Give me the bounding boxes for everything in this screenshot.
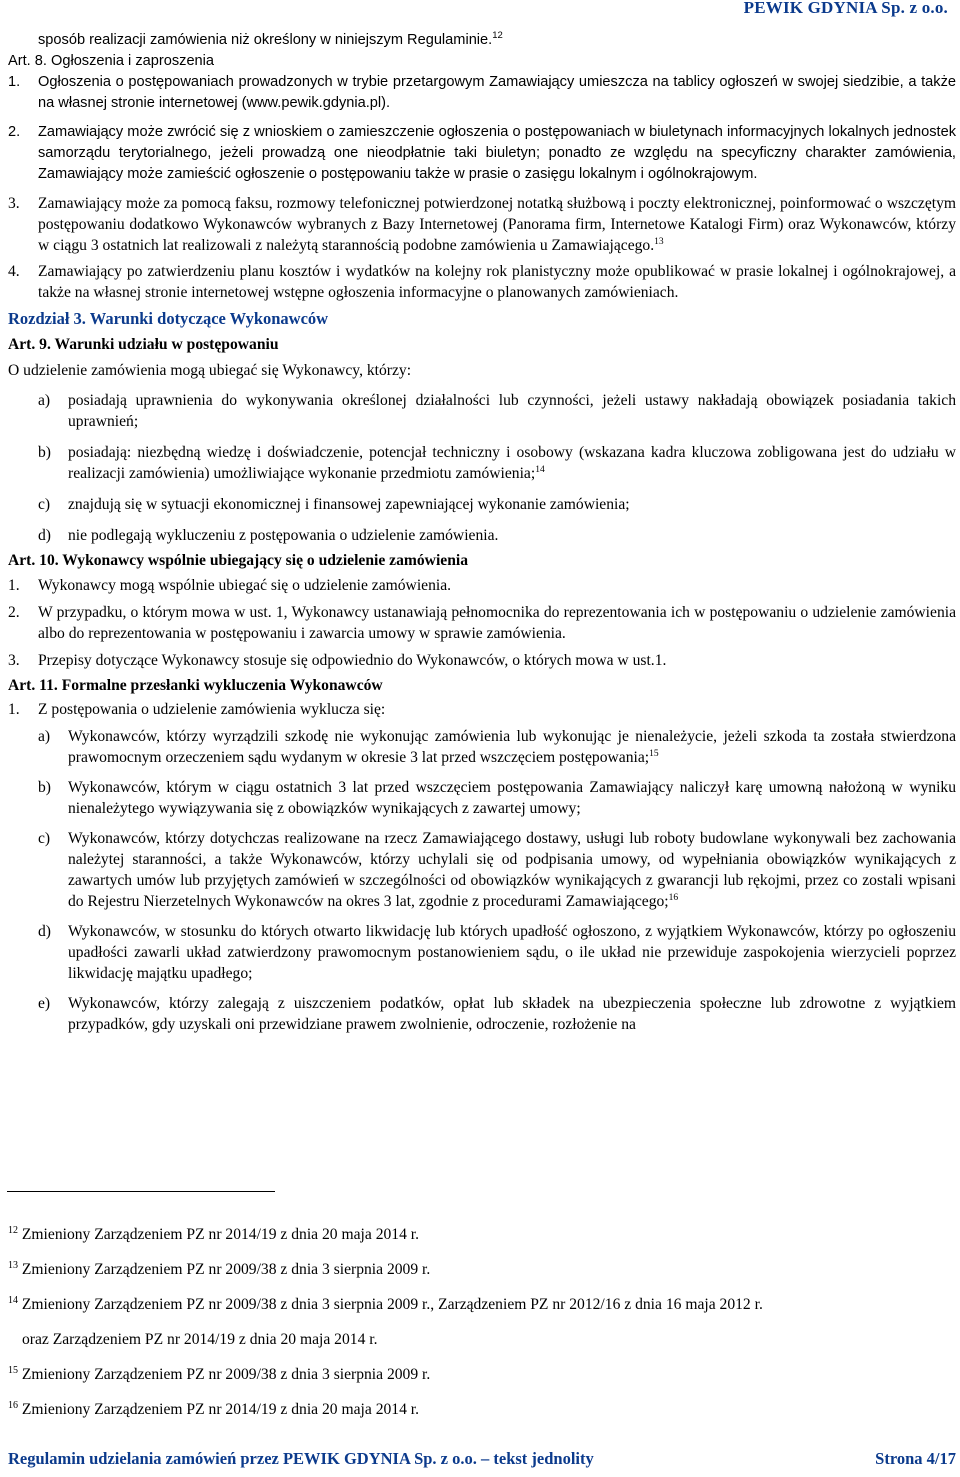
footnote (8, 1294, 956, 1329)
item-letter: d) (38, 923, 51, 940)
footnote (8, 1224, 956, 1259)
item-text: Przepisy dotyczące Wykonawcy stosuje się odpowiednio do Wykonawców, o których mowa w ust.1. (38, 652, 667, 669)
footer-title: Regulamin udzielania zamówień przez PEWIK GDYNIA Sp. z o.o. – tekst jednolity (8, 1449, 594, 1468)
footnote-number: 14 (8, 1294, 18, 1306)
item-letter: a) (38, 728, 51, 745)
footnote-number: 12 (8, 1224, 18, 1236)
item-letter: e) (38, 995, 51, 1012)
footnote-ref[interactable]: 13 (654, 236, 664, 247)
art8-paragraph-1: 1. Ogłoszenia o postępowaniach prowadzonych w trybie przetargowym Zamawiający umieszcza na tablicy ogłoszeń w swojej siedzibie, a także na własnej stronie internetowej (www.pewik.gdynia.pl). (8, 74, 956, 111)
footnote-text: Zmieniony Zarządzeniem PZ nr 2009/38 z dnia 3 sierpnia 2009 r., Zarządzeniem PZ nr 2012/16 z dnia 16 maja 2012 r. (21, 1296, 763, 1313)
art11-title: Art. 11. Formalne przesłanki wykluczenia Wykonawców (8, 677, 383, 694)
art9-list (8, 390, 956, 546)
footnote-number: 13 (8, 1259, 18, 1271)
item-number: 1. (8, 577, 20, 594)
art8-paragraph-3: 3. Zamawiający może za pomocą faksu, rozmowy telefonicznej potwierdzonej notatką służbową i poczty elektronicznej, poinformować o wszczętym postępowaniu dodatkowo Wykonawców wybranych z Bazy Internetowej (Panorama firm, Internetowe Katalogi Firm) oraz Wykonawców, którzy w ciągu 3 ostatnich lat realizowali z należytą starannością podobne zamówienia u Zamawiającego.$^{13}$ (8, 195, 956, 254)
footnote-number: 16 (8, 1399, 18, 1411)
item-text: posiadają: niezbędną wiedzę i doświadczenie, potencjał techniczny i osobowy (wskazana kadra kluczowa zobligowana jest do udziału w realizacji zamówienia) umożliwiające wykonanie przedmiotu zamówienia;$^{14}$ (68, 444, 956, 482)
art9-item (8, 525, 956, 546)
art9-item (8, 494, 956, 515)
item-text: W przypadku, o którym mowa w ust. 1, Wykonawcy ustanawiają pełnomocnika do reprezentowania ich w postępowaniu o udzielenie zamówienia albo do reprezentowania w postępowaniu i zawarcia umowy w sprawie zamówienia. (38, 604, 956, 642)
page-number: Strona 4/17 (875, 1449, 956, 1468)
art10-item (8, 650, 956, 671)
item-text: Wykonawców, którym w ciągu ostatnich 3 lat przed wszczęciem postępowania Zamawiający naliczył karę umowną nałożoną w wyniku nienależytego wywiązywania się z obowiązków wynikających z zawartej umowy; (68, 779, 956, 817)
item-letter: d) (38, 527, 51, 544)
footnote-text: Zmieniony Zarządzeniem PZ nr 2009/38 z dnia 3 sierpnia 2009 r. (21, 1366, 431, 1383)
page-footer (8, 1448, 956, 1469)
art8-paragraph-4: 4. Zamawiający po zatwierdzeniu planu kosztów i wydatków na kolejny rok planistyczny może opublikować w prasie lokalnej i ogólnokrajowej, a także na własnej stronie internetowej wstępne ogłoszenia informacyjne o planowanych zamówieniach. (8, 263, 956, 301)
item-letter: c) (38, 496, 51, 513)
footnote (8, 1259, 956, 1294)
item-text: znajdują się w sytuacji ekonomicznej i finansowej zapewniającej wykonanie zamówienia; (68, 496, 630, 513)
footnote-ref[interactable]: 14 (535, 464, 545, 475)
art11-item (8, 777, 956, 819)
item-text: nie podlegają wykluczeniu z postępowania o udzielenie zamówienia. (68, 527, 499, 544)
art11-item (8, 993, 956, 1035)
art11-list (8, 726, 956, 1035)
art11-item (8, 828, 956, 912)
footnote-text: Zmieniony Zarządzeniem PZ nr 2014/19 z dnia 20 maja 2014 r. (21, 1226, 420, 1243)
item-number: 3. (8, 652, 20, 669)
item-letter: b) (38, 444, 51, 461)
item-letter: c) (38, 830, 51, 847)
art10-title: Art. 10. Wykonawcy wspólnie ubiegający się o udzielenie zamówienia (8, 552, 469, 569)
art9-item (8, 442, 956, 484)
footnote-text: Zmieniony Zarządzeniem PZ nr 2014/19 z dnia 20 maja 2014 r. (21, 1401, 420, 1418)
footnote-text: oraz Zarządzeniem PZ nr 2014/19 z dnia 20 maja 2014 r. (22, 1331, 378, 1348)
item-number: 2. (8, 604, 20, 621)
footnote-ref[interactable]: 12 (492, 30, 503, 42)
item-letter: b) (38, 779, 51, 796)
footnote (8, 1364, 956, 1399)
item-text: Wykonawcy mogą wspólnie ubiegać się o udzielenie zamówienia. (38, 577, 452, 594)
art10-list (8, 575, 956, 671)
item-text: Wykonawców, którzy dotychczas realizowane na rzecz Zamawiającego dostawy, usługi lub roboty budowlane wykonywali bez zachowania należytej staranności, a także Wykonawców, którzy uchylali się od podpisania umowy, od wypełniania obowiązków wynikających z zawartych umów lub przyjętych zamówień w szczególności od obowiązków wynikających z gwarancji lub rękojmi, przez co zostali wpisani do Rejestru Nierzetelnych Wykonawców na okres 3 lat, zgodnie z procedurami Zamawiającego;$^{16}$ (68, 830, 956, 910)
footnote (8, 1399, 956, 1434)
chapter-3-title: Rozdział 3. Warunki dotyczące Wykonawców (8, 309, 329, 328)
art9-intro: O udzielenie zamówienia mogą ubiegać się Wykonawcy, którzy: (8, 362, 412, 379)
art11-item (8, 921, 956, 984)
footnote-ref[interactable]: 15 (649, 748, 659, 759)
art10-item (8, 575, 956, 596)
footnotes (8, 1224, 956, 1434)
art10-item (8, 602, 956, 644)
art9-title: Art. 9. Warunki udziału w postępowaniu (8, 336, 279, 353)
item-text: Wykonawców, którzy zalegają z uiszczeniem podatków, opłat lub składek na ubezpieczenia społeczne lub zdrowotne z wyjątkiem przypadków, gdy uzyskali oni przewidziane prawem zwolnienie, odroczenie, rozłożenie na (68, 995, 956, 1033)
page-header: PEWIK GDYNIA Sp. z o.o. (743, 0, 948, 17)
art9-item (8, 390, 956, 432)
art8-title: Art. 8. Ogłoszenia i zaproszenia (8, 53, 215, 69)
footnote-ref[interactable]: 16 (668, 892, 679, 903)
art11-item (8, 726, 956, 768)
item-text: Wykonawców, w stosunku do których otwarto likwidację lub których upadłość ogłoszono, z wyjątkiem Wykonawców, którzy po ogłoszeniu upadłości zawarli układ zatwierdzony prawomocnym postanowieniem sądu, o ile układ nie przewiduje zaspokojenia wierzycieli poprzez likwidację majątku upadłego; (68, 923, 956, 982)
footnote (8, 1329, 956, 1364)
footnote-separator (7, 1191, 275, 1192)
item-text: Wykonawców, którzy wyrządzili szkodę nie wykonując zamówienia lub wykonując je nienależycie, jeżeli szkoda ta została stwierdzona prawomocnym orzeczeniem sądu wydanym w okresie 3 lat przed wszczęciem postępowania;$^{15}$ (68, 728, 956, 766)
footnote-text: Zmieniony Zarządzeniem PZ nr 2009/38 z dnia 3 sierpnia 2009 r. (21, 1261, 431, 1278)
item-text: posiadają uprawnienia do wykonywania określonej działalności lub czynności, jeżeli ustawy nakładają obowiązek posiadania takich uprawnień; (68, 392, 956, 430)
item-letter: a) (38, 392, 51, 409)
art11-paragraph-1: 1. Z postępowania o udzielenie zamówienia wyklucza się: (8, 701, 386, 718)
page-content (8, 30, 956, 1035)
art7-tail: sposób realizacji zamówienia niż określony w niniejszym Regulaminie.$^{12}$ (38, 30, 503, 48)
footnote-number: 15 (8, 1364, 18, 1376)
art8-paragraph-2: 2. Zamawiający może zwrócić się z wnioskiem o zamieszczenie ogłoszenia o postępowaniach w biuletynach informacyjnych lokalnych jednostek samorządu terytorialnego, jeżeli prowadzą one nieodpłatnie taki biuletyn; ponadto ze względu na specyficzny charakter zamówienia, Zamawiający może zamieścić ogłoszenie o postępowaniu także w prasie o zasięgu lokalnym i ogólnokrajowym. (8, 124, 956, 182)
